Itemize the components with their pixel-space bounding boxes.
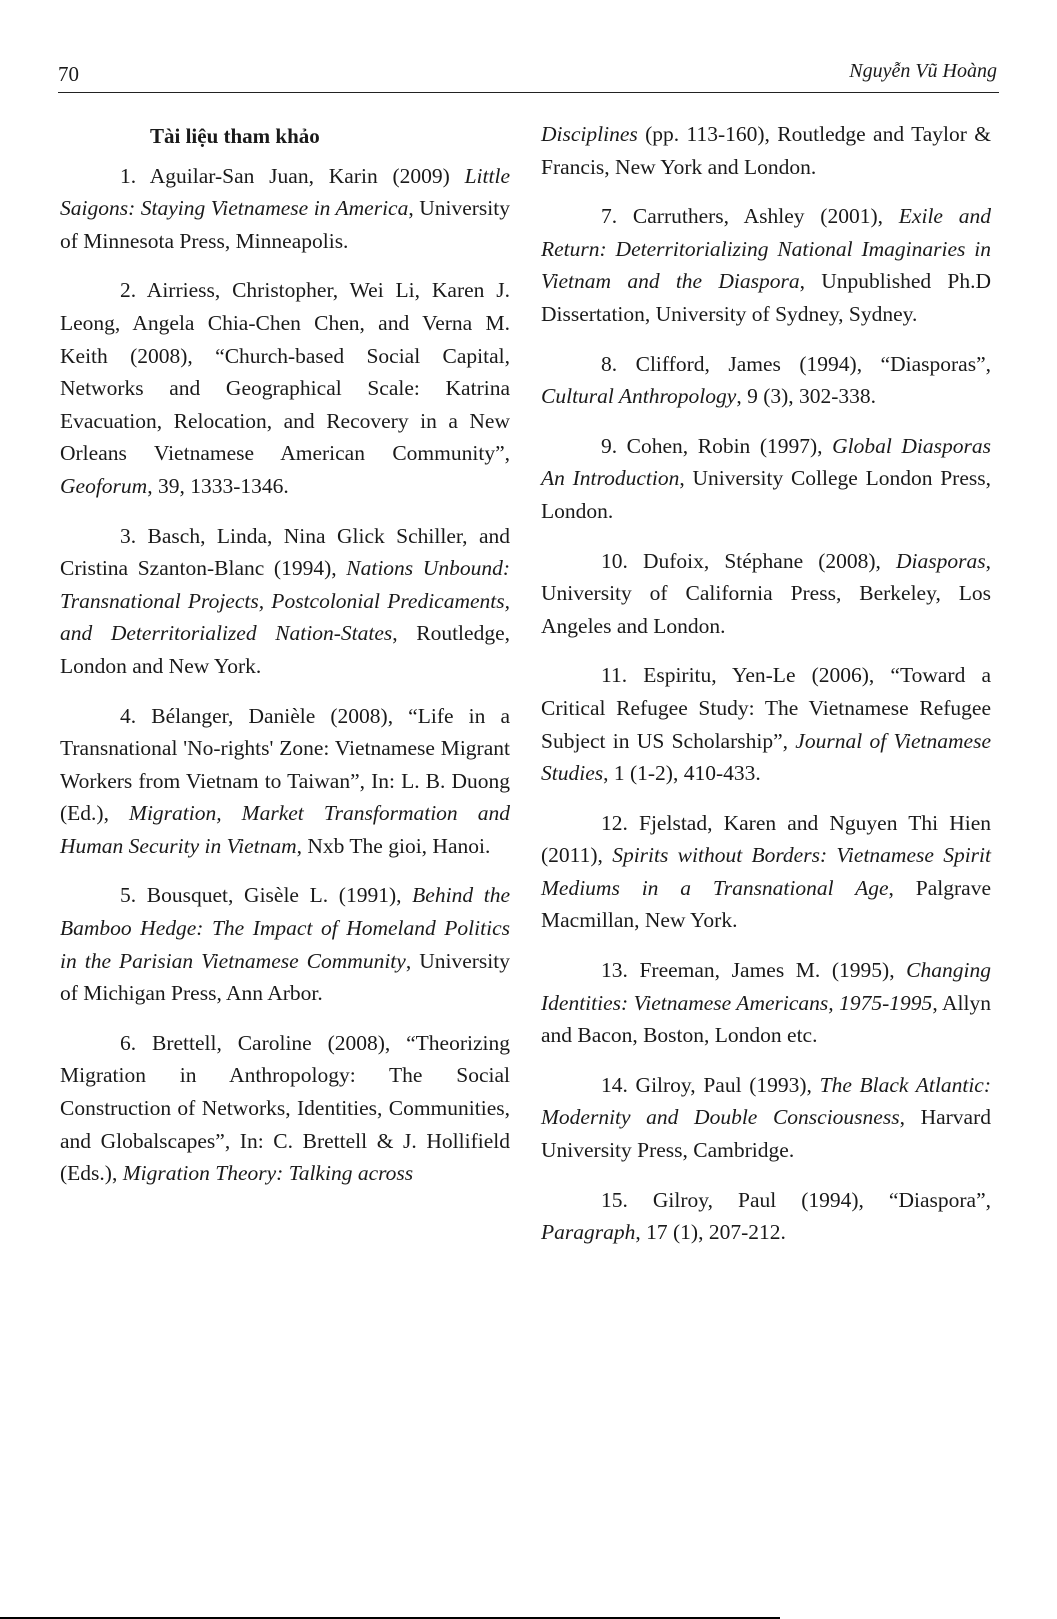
reference-entry [60, 879, 510, 1009]
reference-text: , 1 (1-2), 410-433. [603, 761, 761, 786]
reference-text: 5. Bousquet, Gisèle L. (1991), [120, 883, 413, 908]
reference-title: Global Diasporas An Introduction [541, 433, 991, 491]
reference-entry [60, 1027, 510, 1190]
reference-text: , 17 (1), 207-212. [635, 1220, 786, 1245]
reference-text: 12. Fjelstad, Karen and Nguyen Thi Hien (2011), [541, 810, 991, 868]
reference-entry [60, 700, 510, 863]
reference-list-left [60, 160, 510, 1190]
reference-text: , Unpublished Ph.D Dissertation, University of Sydney, Sydney. [541, 269, 991, 326]
reference-text: 10. Dufoix, Stéphane (2008), [601, 548, 897, 573]
reference-text: 3. Basch, Linda, Nina Glick Schiller, and Cristina Szanton-Blanc (1994), [60, 523, 510, 581]
reference-text: , University of California Press, Berkeley, Los Angeles and London. [541, 548, 991, 638]
reference-title: Migration Theory: Talking across [122, 1161, 414, 1186]
left-column [60, 118, 510, 1207]
reference-entry [541, 807, 991, 937]
reference-title: Paragraph [541, 1220, 636, 1245]
header-rule [58, 92, 999, 93]
reference-title: Disciplines [541, 122, 638, 146]
reference-text: , University College London Press, London. [541, 466, 991, 523]
reference-text: , University of Michigan Press, Ann Arbor. [60, 948, 510, 1006]
reference-entry [60, 520, 510, 683]
reference-title: Little Saigons: Staying Vietnamese in America [60, 163, 510, 221]
reference-entry [541, 1184, 991, 1249]
reference-text: (pp. 113-160), Routledge and Taylor & Francis, New York and London. [541, 122, 991, 179]
reference-title: The Black Atlantic: Modernity and Double Consciousness [541, 1072, 991, 1130]
reference-title: Exile and Return: Deterritorializing National Imaginaries in Vietnam and the Diaspora [541, 204, 991, 294]
reference-text: 15. Gilroy, Paul (1994), “Diaspora”, [601, 1187, 991, 1212]
reference-text: , Harvard University Press, Cambridge. [541, 1105, 992, 1163]
reference-entry [541, 430, 991, 528]
reference-entry [60, 160, 510, 258]
references-heading: Tài liệu tham khảo [150, 124, 320, 148]
reference-title: Journal of Vietnamese Studies [541, 728, 991, 786]
reference-title: Nations Unbound: Transnational Projects, Postcolonial Predicaments, and Deterritorialized Nation-States [60, 556, 510, 646]
reference-text: , Routledge, London and New York. [60, 621, 510, 678]
reference-text: , Allyn and Bacon, Boston, London etc. [541, 990, 991, 1048]
reference-title: Behind the Bamboo Hedge: The Impact of Homeland Politics in the Parisian Vietnamese Community [60, 883, 510, 973]
reference-text: , University of Minnesota Press, Minneapolis. [60, 196, 510, 253]
reference-text: 6. Brettell, Caroline (2008), “Theorizing Migration in Anthropology: The Social Construction of Networks, Identities, Communities, and Globalscapes”, In: C. Brettell & J. Hollifield (Eds.), [60, 1030, 510, 1186]
reference-entry [541, 659, 991, 789]
reference-title: Changing Identities: Vietnamese Americans, 1975-1995 [541, 958, 991, 1015]
reference-entry [541, 348, 991, 413]
reference-entry [541, 1069, 991, 1167]
reference-title: Spirits without Borders: Vietnamese Spirit Mediums in a Transnational Age [541, 843, 991, 900]
reference-text: , 39, 1333-1346. [147, 473, 289, 498]
reference-text: 11. Espiritu, Yen-Le (2006), “Toward a Critical Refugee Study: The Vietnamese Refugee Subject in US Scholarship”, [541, 663, 991, 753]
reference-text: 13. Freeman, James M. (1995), [601, 958, 907, 983]
reference-text: 2. Airriess, Christopher, Wei Li, Karen J. Leong, Angela Chia-Chen Chen, and Verna M. Keith (2008), “Church-based Social Capital, Networks and Geographical Scale: Katrina Evacuation, Relocation, and Recovery in a New Orleans Vietnamese American Community”, [60, 278, 510, 466]
page-number: 70 [58, 62, 79, 86]
reference-title: Geoforum [60, 473, 148, 498]
reference-list-right [541, 118, 991, 1249]
reference-text: , 9 (3), 302-338. [736, 384, 877, 409]
reference-entry [541, 200, 991, 330]
reference-entry [541, 954, 991, 1052]
reference-entry [541, 118, 991, 183]
reference-title: Cultural Anthropology [541, 384, 737, 409]
reference-title: Migration, Market Transformation and Human Security in Vietnam [60, 801, 510, 858]
reference-entry [60, 274, 510, 502]
reference-text: 9. Cohen, Robin (1997), [601, 433, 833, 458]
reference-text: 8. Clifford, James (1994), “Diasporas”, [601, 351, 991, 376]
reference-text: , Nxb The gioi, Hanoi. [296, 833, 491, 858]
reference-title: Diasporas [896, 548, 986, 573]
reference-text: 7. Carruthers, Ashley (2001), [601, 204, 899, 229]
reference-text: 1. Aguilar-San Juan, Karin (2009) [120, 163, 465, 188]
reference-entry [541, 545, 991, 643]
reference-text: 14. Gilroy, Paul (1993), [601, 1072, 820, 1097]
reference-text: , Palgrave Macmillan, New York. [541, 875, 992, 933]
running-header-author: Nguyễn Vũ Hoàng [849, 60, 997, 82]
reference-text: 4. Bélanger, Danièle (2008), “Life in a Transnational 'No-rights' Zone: Vietnamese Migrant Workers from Vietnam to Taiwan”, In: L. B. Duong (Ed.), [60, 703, 510, 826]
right-column [541, 118, 991, 1266]
